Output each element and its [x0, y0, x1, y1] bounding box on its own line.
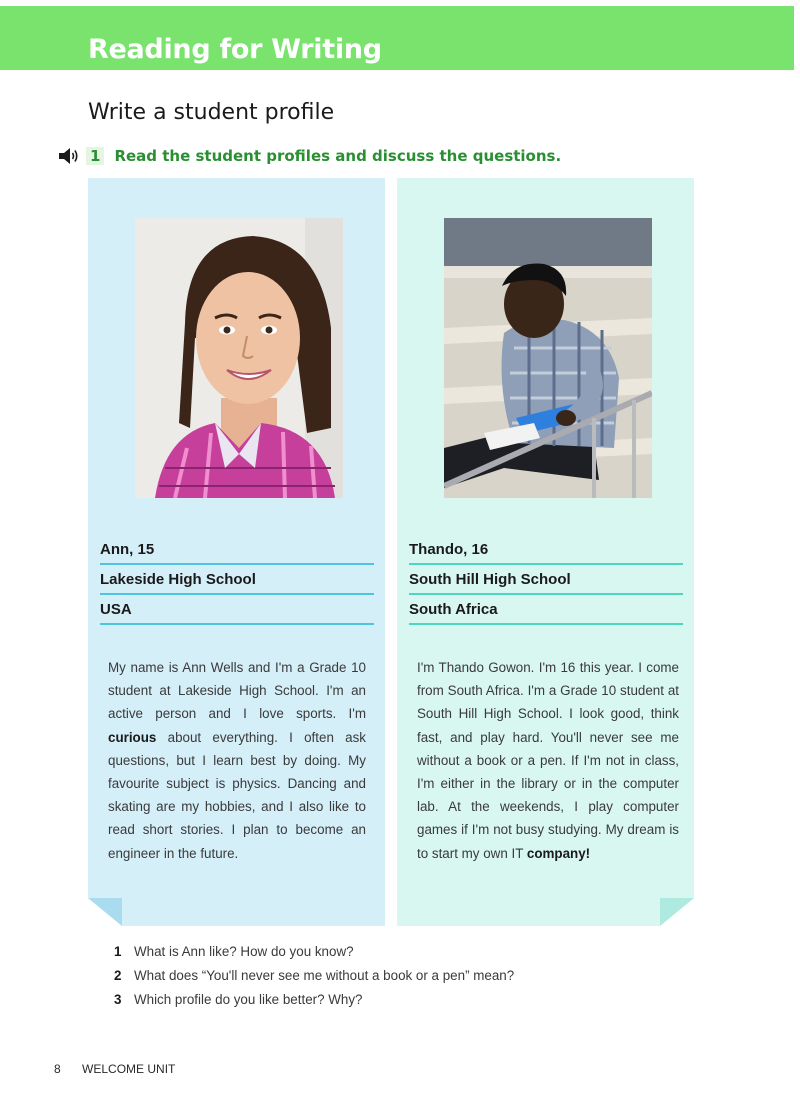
profile-country: South Africa	[409, 595, 683, 625]
page-fold-corner	[660, 898, 694, 926]
page-number: 8	[54, 1062, 61, 1076]
question-text: What is Ann like? How do you know?	[134, 944, 354, 959]
profile-school: Lakeside High School	[100, 565, 374, 595]
profile-card-ann	[88, 178, 385, 926]
question-item	[114, 944, 514, 968]
bio-text: I'm Thando Gowon. I'm 16 this year. I come from South Africa. I'm a Grade 10 student at South Hill High School. I look good, think fast, and play hard. You'll never see me without a book or a pen. If I'm not in class, I'm either in the library or in the computer lab. At the weekends, I play computer games if I'm not busy studying. My dream is to start my own IT	[417, 660, 679, 861]
exercise-number: 1	[86, 147, 104, 165]
question-text: Which profile do you like better? Why?	[134, 992, 363, 1007]
profile-card-thando	[397, 178, 694, 926]
question-number: 1	[114, 944, 122, 959]
profile-bio-thando	[417, 656, 679, 865]
profile-info-ann	[100, 535, 374, 625]
question-number: 2	[114, 968, 122, 983]
unit-label: WELCOME UNIT	[82, 1062, 176, 1076]
profile-photo-ann	[135, 218, 343, 498]
discussion-questions	[114, 944, 514, 1016]
section-title: Write a student profile	[88, 100, 335, 125]
profile-country: USA	[100, 595, 374, 625]
profile-photo-thando	[444, 218, 652, 498]
page-banner	[0, 6, 794, 70]
profile-name-age: Thando, 16	[409, 535, 683, 565]
bio-text: My name is Ann Wells and I'm a Grade 10 student at Lakeside High School. I'm an active person and I love sports. I'm	[108, 660, 366, 722]
bio-bold-word: company!	[526, 845, 591, 861]
question-text: What does “You'll never see me without a book or a pen” mean?	[134, 968, 515, 983]
question-item	[114, 968, 514, 992]
profile-school: South Hill High School	[409, 565, 683, 595]
question-item	[114, 992, 514, 1016]
exercise-instruction: Read the student profiles and discuss the questions.	[114, 147, 562, 165]
profile-bio-ann	[108, 656, 366, 865]
bio-bold-word: curious	[108, 729, 157, 745]
question-number: 3	[114, 992, 122, 1007]
bio-text: about everything. I often ask questions, but I learn best by doing. My favourite subject is physics. Dancing and skating are my hobbies, and I also like to read short stories. I plan to become an engineer in the future.	[108, 729, 366, 861]
page-fold-corner	[88, 898, 122, 926]
speaker-icon[interactable]	[58, 147, 80, 165]
page-footer	[54, 1062, 175, 1076]
profile-name-age: Ann, 15	[100, 535, 374, 565]
profile-info-thando	[409, 535, 683, 625]
exercise-instruction-line	[58, 145, 561, 167]
banner-title: Reading for Writing	[88, 34, 382, 65]
